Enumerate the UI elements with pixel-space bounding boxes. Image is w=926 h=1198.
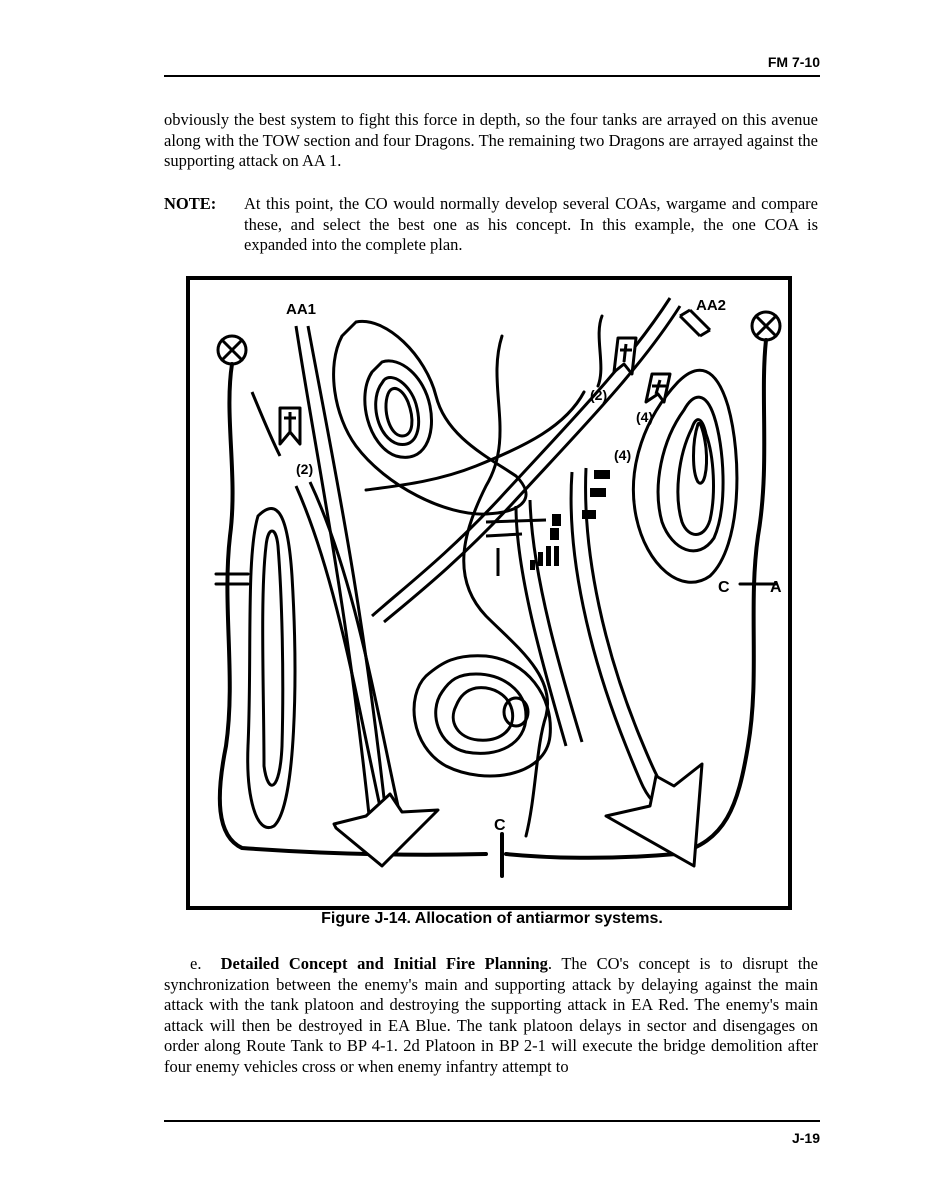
footer-rule xyxy=(164,1120,820,1122)
label-count-left: (2) xyxy=(296,461,314,477)
intro-paragraph: obviously the best system to fight this force in depth, so the four tanks are arrayed on this avenue along with the TOW section and four Dragons. The remaining two Dragons are arrayed against the supporting attack on AA 1. xyxy=(164,110,818,170)
label-boundary-c: C xyxy=(494,817,506,834)
figure-caption: Figure J-14. Allocation of antiarmor systems. xyxy=(321,910,663,927)
note-text: At this point, the CO would normally develop several COAs, wargame and compare these, and select the best one as his concept. In this example, the one COA is expanded into the complete plan. xyxy=(244,194,818,254)
paragraph-e-title: Detailed Concept and Initial Fire Planning xyxy=(220,954,548,973)
page-number: J-19 xyxy=(791,1130,820,1146)
label-boundary-c-right: C xyxy=(718,579,730,596)
paragraph-e-text: . The CO's concept is to disrupt the synchronization between the enemy's main and supporting attack by delaying against the main attack with the tank platoon and destroying the supporting attack in EA Red. The enemy's main attack will then be destroyed in EA Blue. The tank platoon delays in sector and disengages on order along Route Tank to BP 4-1. 2d Platoon in BP 2-1 will execute the bridge demolition after four enemy vehicles cross or when enemy infantry attempt to xyxy=(164,954,818,1076)
bridge-crossing xyxy=(486,520,546,522)
paragraph-e xyxy=(164,954,818,1077)
note-label: NOTE: xyxy=(164,194,217,213)
paragraph-e-label: e. xyxy=(190,954,202,973)
label-aa2: AA2 xyxy=(696,297,727,314)
label-aa1: AA1 xyxy=(286,301,317,318)
header-rule xyxy=(164,75,820,77)
label-count-mid-right-a: (4) xyxy=(636,409,654,425)
antiarmor-allocation-map xyxy=(186,276,792,910)
label-boundary-a: A xyxy=(770,579,782,596)
label-count-top-right: (2) xyxy=(590,387,608,403)
label-count-mid-right-b: (4) xyxy=(614,447,632,463)
running-header: FM 7-10 xyxy=(767,54,820,70)
figure-frame xyxy=(188,278,790,908)
